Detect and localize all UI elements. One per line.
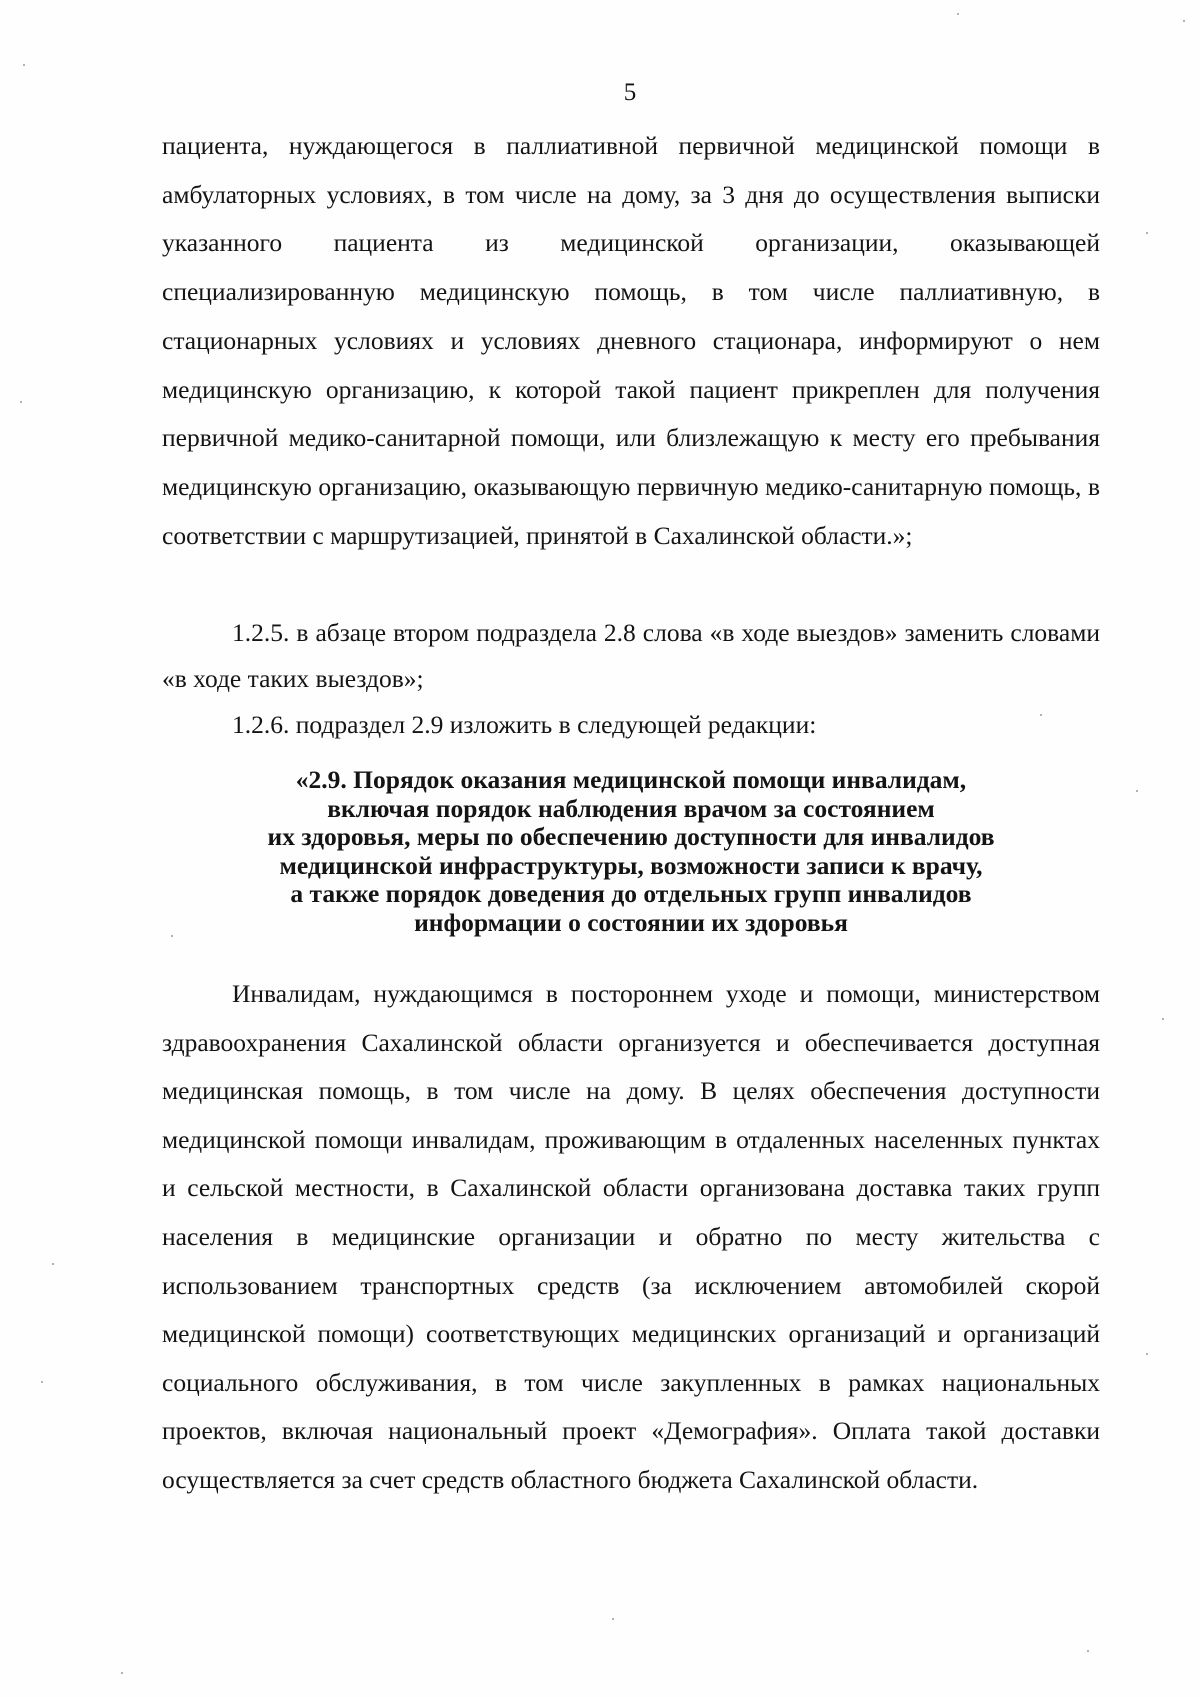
scan-speck: [20, 401, 22, 403]
scan-speck: [1146, 232, 1148, 234]
scan-speck: [121, 1672, 123, 1674]
amendment-item-1-2-6: 1.2.6. подраздел 2.9 изложить в следующей редакции:: [232, 710, 817, 739]
amendment-item-1-2-5: 1.2.5. в абзаце втором подраздела 2.8 слова «в ходе выездов» заменить словами «в ходе таких выездов»;: [162, 618, 1100, 693]
scan-speck: [1136, 790, 1138, 792]
heading-line: «2.9. Порядок оказания медицинской помощи инвалидам,: [295, 765, 967, 794]
section-body: [162, 970, 1100, 1505]
continuation-section: [162, 122, 1100, 560]
scan-speck: [23, 64, 25, 66]
amendment-items: [162, 610, 1100, 748]
scan-speck: [957, 13, 959, 15]
scan-speck: [612, 1618, 614, 1620]
heading-line: их здоровья, меры по обеспечению доступности для инвалидов: [267, 822, 995, 852]
scan-speck: [1146, 1353, 1148, 1355]
scan-speck: [1183, 20, 1185, 22]
heading-line: включая порядок наблюдения врачом за состоянием: [327, 793, 935, 823]
scan-speck: [41, 1381, 43, 1383]
scan-speck: [1162, 1018, 1164, 1020]
scan-speck: [52, 1263, 54, 1265]
scan-speck: [171, 935, 173, 937]
scan-speck: [1087, 1650, 1089, 1652]
section-heading: [162, 766, 1100, 938]
paragraph: Инвалидам, нуждающимся в постороннем уходе и помощи, министерством здравоохранения Сахалинской области организуется и обеспечивается доступная медицинская помощь, в том числе на дому. В целях обеспечения доступности медицинской помощи инвалидам, проживающим в отдаленных населенных пунктах и сельской местности, в Сахалинской области организована доставка таких групп населения в медицинские организации и обратно по месту жительства с использованием транспортных средств (за исключением автомобилей скорой медицинской помощи) соответствующих медицинских организаций и организаций социального обслуживания, в том числе закупленных в рамках национальных проектов, включая национальный проект «Демография». Оплата такой доставки осуществляется за счет средств областного бюджета Сахалинской области.: [162, 979, 1100, 1494]
heading-line: а также порядок доведения до отдельных групп инвалидов: [290, 879, 972, 909]
heading-line: информации о состоянии их здоровья: [414, 907, 848, 937]
heading-line: медицинской инфраструктуры, возможности записи к врачу,: [279, 850, 983, 880]
paragraph: пациента, нуждающегося в паллиативной первичной медицинской помощи в амбулаторных условиях, в том числе на дому, за 3 дня до осуществления выписки указанного пациента из медицинской организации, оказывающей специализированную медицинскую помощь, в том числе паллиативную, в стационарных условиях и условиях дневного стационара, информируют о нем медицинскую организацию, к которой такой пациент прикреплен для получения первичной медико-санитарной помощи, или близлежащую к месту его пребывания медицинскую организацию, оказывающую первичную медико-санитарную помощь, в соответствии с маршрутизацией, принятой в Сахалинской области.»;: [162, 131, 1100, 550]
scan-speck: [1040, 714, 1042, 716]
page-number: 5: [623, 79, 637, 106]
